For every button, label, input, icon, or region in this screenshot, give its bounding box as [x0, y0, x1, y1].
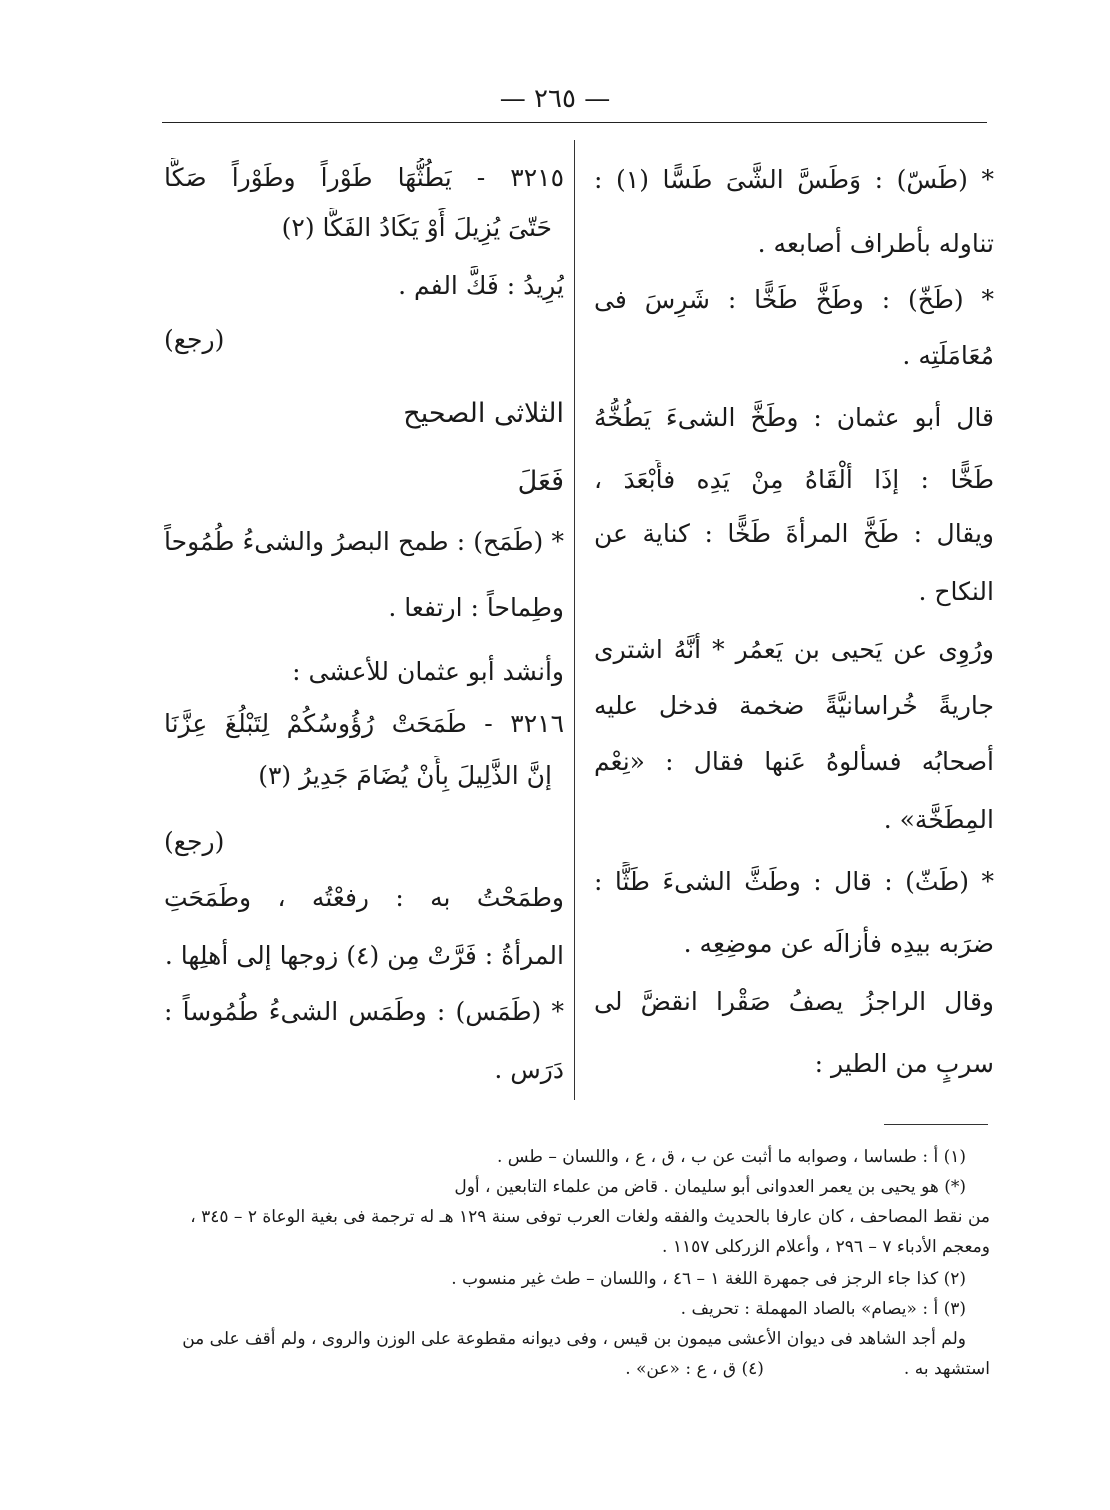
text-line: * (طَسّ) : وَطَسَّ الشَّىَ طَسًّا (١) : — [594, 165, 994, 194]
text-line: أصحابُه فسألوهُ عَنها فقال : «نِعْم — [594, 747, 994, 776]
text-line: دَرَس . — [494, 1055, 564, 1084]
footnote-line: (*) هو يحيى بن يعمر العدوانى أبو سليمان . قاض من علماء التابعين ، أول — [454, 1177, 966, 1197]
footnote-4: (٤) ق ، ع : «عن» . — [625, 1359, 764, 1379]
footnote-line: (١) أ : طساسا ، وصوابه ما أثبت عن ب ، ق ، ع ، واللسان – طس . — [496, 1147, 966, 1167]
footnote-line — [160, 1356, 990, 1382]
text-line: مُعَامَلَتِه . — [902, 341, 994, 370]
footnote-text: استشهد به . — [903, 1359, 990, 1379]
page-number: — ٢٦٥ — — [499, 84, 611, 114]
section-heading: الثلاثى الصحيح — [403, 398, 564, 429]
footnote-line: (٣) أ : «يصام» بالصاد المهملة : تحريف . — [680, 1299, 966, 1319]
subsection-heading: فَعَلَ — [517, 466, 564, 497]
text-line: جاريةً خُراسانيَّةً ضخمة فدخل عليه — [594, 691, 994, 720]
text-line: سربٍ من الطير : — [814, 1049, 994, 1078]
text-line: وأنشد أبو عثمان للأعشى : — [292, 657, 564, 686]
text-line: ورُوِى عن يَحيى بن يَعمُر * أنَّهُ اشترى — [594, 635, 994, 664]
text-line: * (طَمَس) : وطَمَس الشىءُ طُمُوساً : — [164, 997, 564, 1026]
footnote-line: من نقط المصاحف ، كان عارفا بالحديث والفقه ولغات العرب توفى سنة ١٢٩ هـ له ترجمة فى بغية الوعاة ٢ – ٣٤٥ ، — [190, 1207, 990, 1227]
return-marker: (رجع) — [164, 325, 225, 354]
verse-line: حَتّىَ يُزِيلَ أَوْ يَكَادُ الفَكَّا (٢) — [281, 213, 552, 242]
return-marker: (رجع) — [164, 827, 225, 856]
footnote-line: ومعجم الأدباء ٧ – ٢٩٦ ، وأعلام الزركلى ١١٥٧ . — [662, 1237, 990, 1257]
text-line: قال أبو عثمان : وطَخَّ الشىءَ يَطُخُّهُ — [594, 403, 994, 432]
text-line: طَخًّا : إذَا ألْقَاهُ مِنْ يَدِه فأَبْعَدَ ، — [594, 465, 994, 494]
verse-line: ٣٢١٥ - يَطُثُّهَا طَوْراً وطَوْراً صَكًّا — [164, 163, 564, 192]
text-line: النكاح . — [918, 577, 994, 606]
text-line: وقال الراجزُ يصفُ صَقْرا انقضَّ لى — [594, 987, 994, 1016]
verse-line: ٣٢١٦ - طَمَحَتْ رُؤُوسُكُمْ لِتَبْلُغَ عِزَّنَا — [164, 709, 564, 738]
header-rule — [162, 122, 987, 123]
text-line: يُرِيدُ : فَكَّ الفم . — [398, 271, 564, 300]
text-line: تناوله بأطراف أصابعه . — [757, 229, 994, 258]
verse-line: إنَّ الذَّلِيلَ بِأَنْ يُضَامَ جَدِيرُ (٣) — [258, 761, 552, 790]
text-line: * (طَخّ) : وطَخَّ طَخًّا : شَرِسَ فى — [594, 285, 994, 314]
text-line: المرأةُ : فَرَّتْ مِن (٤) زوجها إلى أهلِها . — [164, 941, 564, 970]
text-line: وطمَحْتُ به : رفعْتُه ، وطَمَحَتِ — [164, 883, 564, 912]
text-line: المِطَخَّة» . — [883, 805, 994, 834]
text-line: وطِماحاً : ارتفعا . — [388, 593, 564, 622]
column-divider — [574, 140, 575, 1100]
footnote-line: ولم أجد الشاهد فى ديوان الأعشى ميمون بن قيس ، وفى ديوانه مقطوعة على الوزن والروى ، ولم أقف على من — [182, 1329, 966, 1349]
footnote-line: (٢) كذا جاء الرجز فى جمهرة اللغة ١ – ٤٦ ، واللسان – طث غير منسوب . — [451, 1269, 966, 1289]
text-line: ويقال : طَخَّ المرأةَ طَخًّا : كناية عن — [594, 519, 994, 548]
text-line: ضرَبه بيدِه فأزالَه عن موضِعِه . — [683, 929, 994, 958]
footnote-rule — [884, 1124, 988, 1125]
text-line: * (طَثّ) : قال : وطَثَّ الشىءَ طَثًّا : — [594, 867, 994, 896]
text-line: * (طَمَح) : طمح البصرُ والشىءُ طُمُوحاً — [164, 527, 564, 556]
